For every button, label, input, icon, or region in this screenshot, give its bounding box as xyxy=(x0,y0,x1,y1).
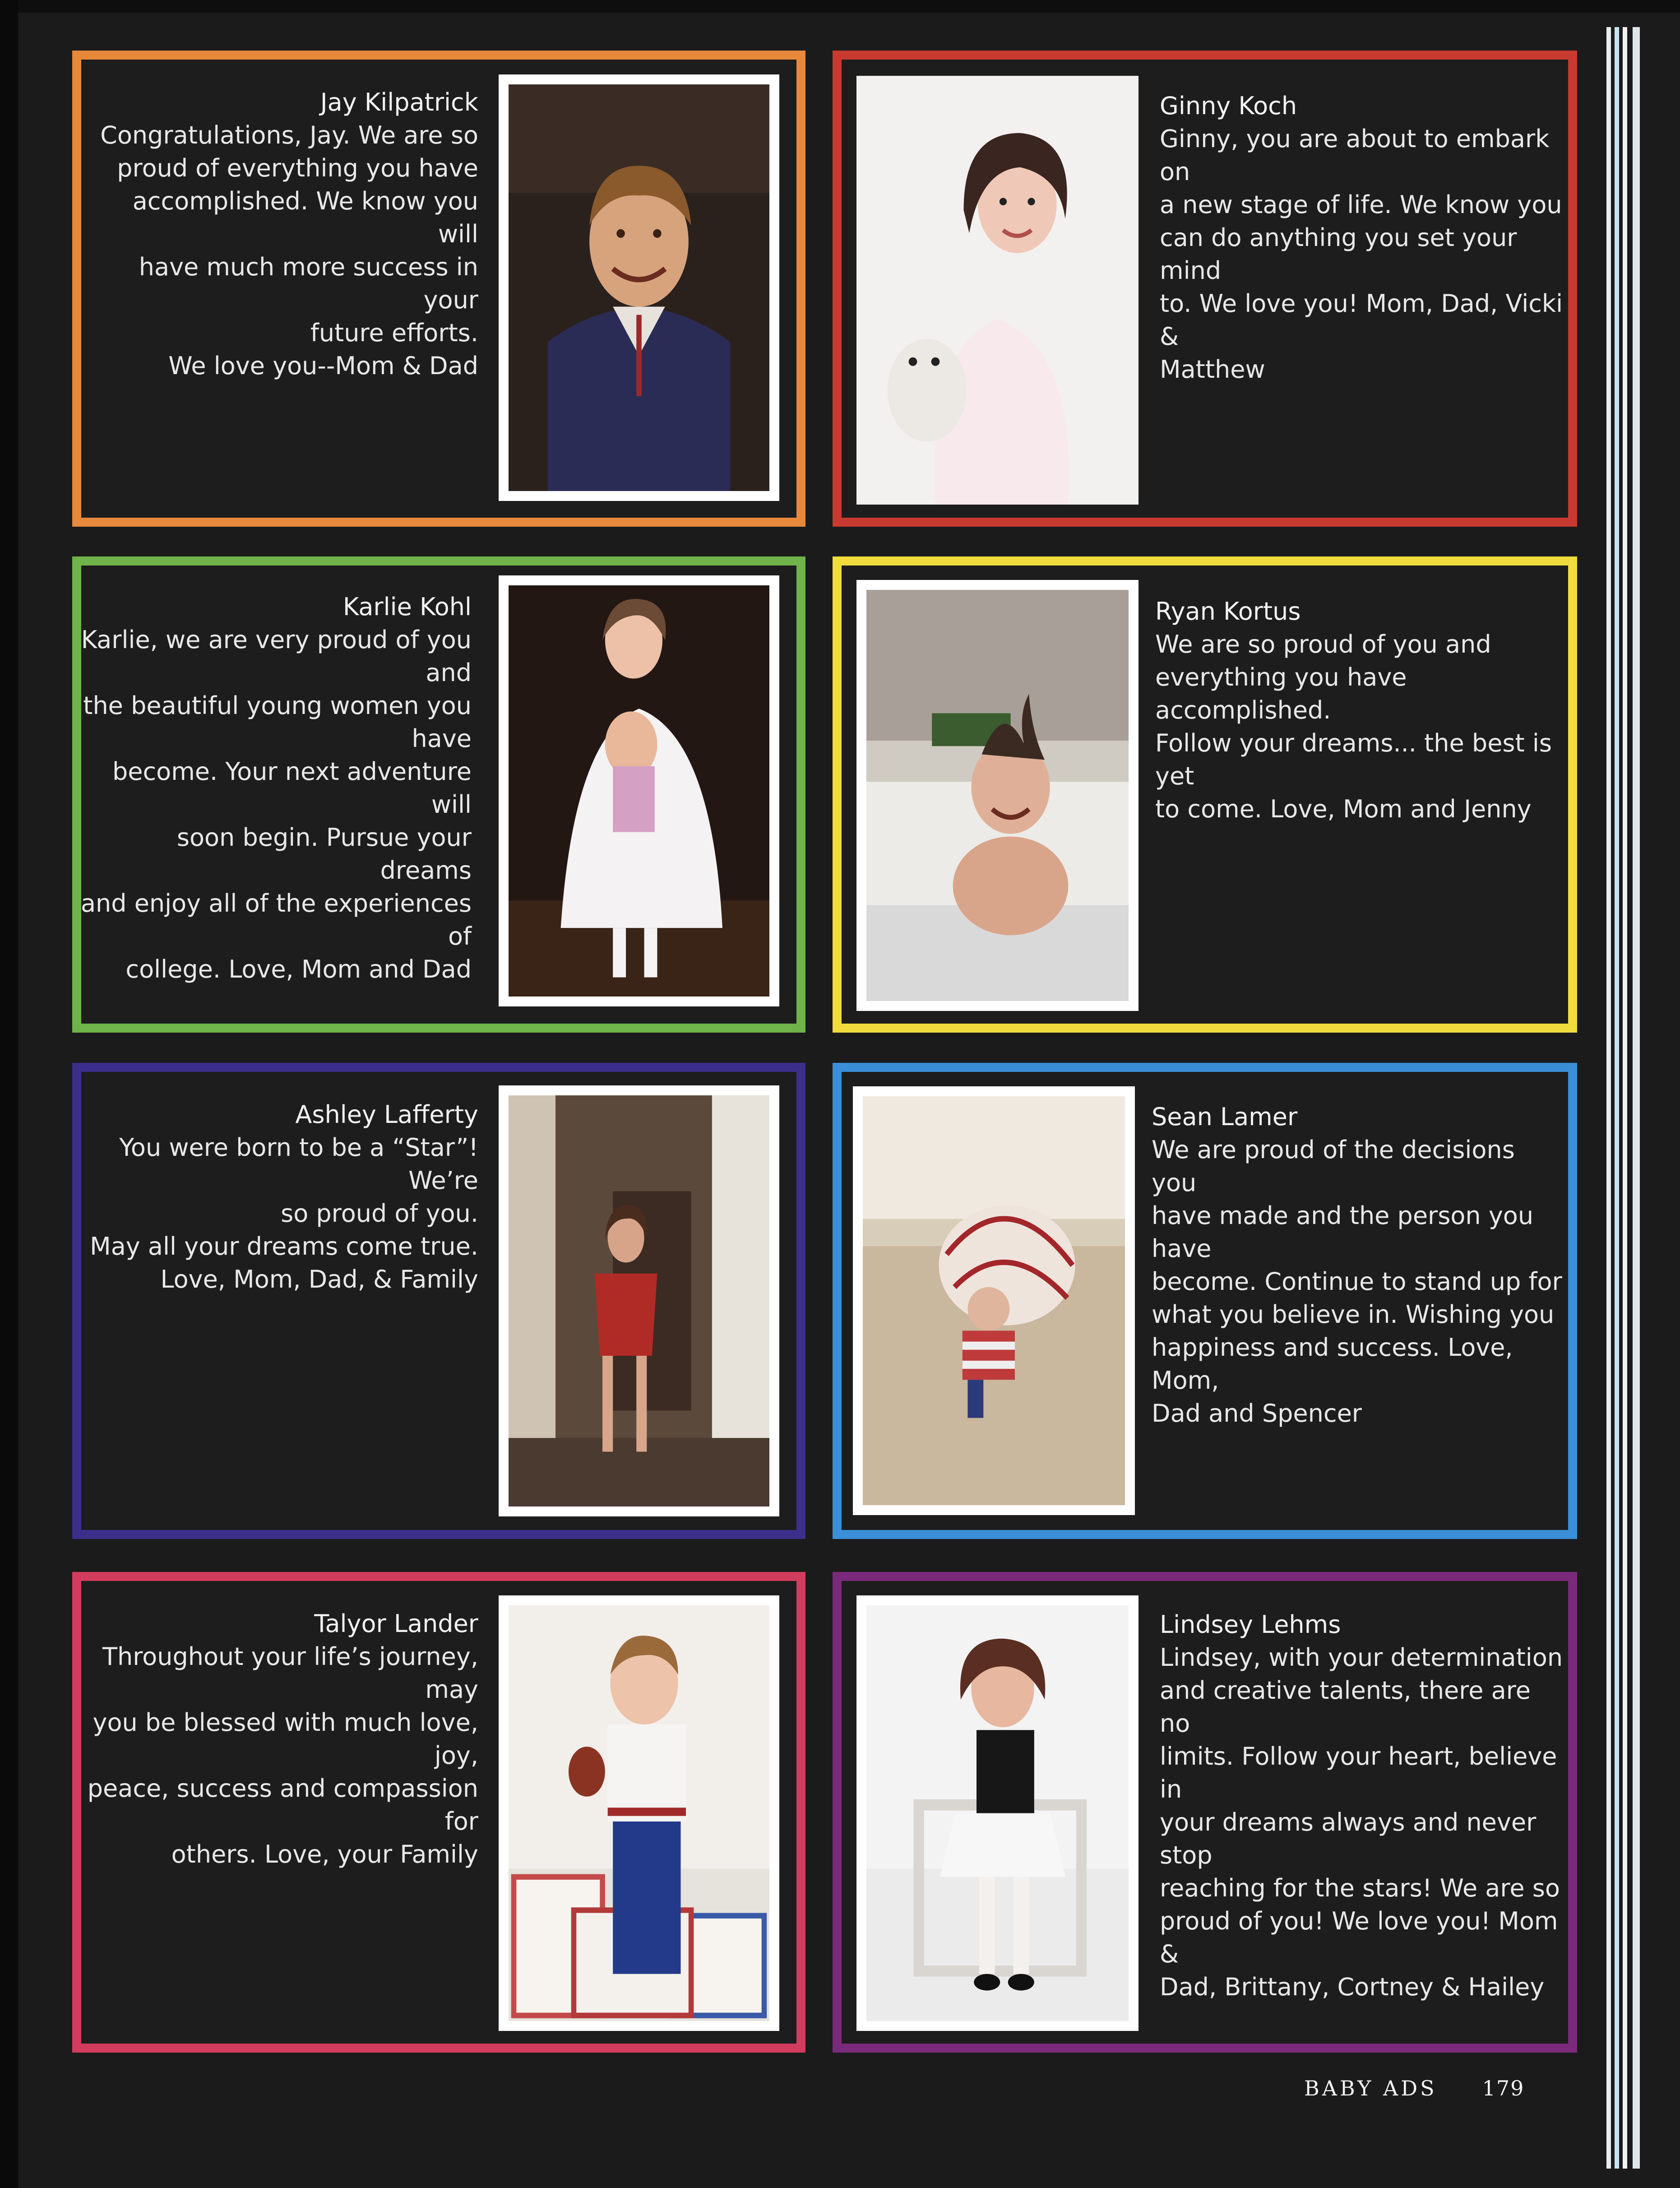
baby-photo xyxy=(856,580,1139,1011)
ad-name: Talyor Lander xyxy=(314,1609,478,1638)
ad-text xyxy=(86,1607,478,1871)
ad-text xyxy=(1152,1100,1567,1430)
ad-message: Congratulations, Jay. We are so proud of everything you have accomplished. We know you will have much more success in your future efforts. We love you--Mom & Dad xyxy=(100,121,478,380)
photo-image xyxy=(866,1605,1129,2021)
ad-message: Ginny, you are about to embark on a new stage of life. We know you can do anything you set your mind to. We love you! Mom, Dad, Vicki & Matthew xyxy=(1160,125,1563,384)
page-edge-stripe xyxy=(1623,27,1627,2169)
photo-image xyxy=(509,1605,769,2021)
ad-text xyxy=(1155,595,1561,825)
ad-text xyxy=(86,86,478,382)
ad-message: Lindsey, with your determination and creative talents, there are no limits. Follow your heart, believe in your dreams always and never stop reaching for the stars! We are so proud of you! We love you! Mom & Dad, Brittany, Cortney & Hailey xyxy=(1160,1643,1563,2001)
ad-text xyxy=(86,1098,478,1296)
ad-message: We are so proud of you and everything you have accomplished. Follow your dreams... the best is yet to come. Love, Mom and Jenny xyxy=(1155,630,1552,823)
baby-photo xyxy=(499,575,779,1006)
page-left-edge xyxy=(0,0,18,2188)
page-top-edge xyxy=(0,0,1680,13)
baby-photo xyxy=(499,1595,779,2031)
ad-text xyxy=(79,590,472,986)
page-edge-stripe xyxy=(1633,27,1640,2169)
page-footer xyxy=(1304,2076,1524,2100)
baby-photo xyxy=(499,1085,779,1516)
ad-text xyxy=(1160,1608,1566,2003)
ad-message: You were born to be a “Star”! We’re so proud of you. May all your dreams come true. Love, Mom, Dad, & Family xyxy=(90,1133,478,1293)
ad-name: Sean Lamer xyxy=(1152,1103,1298,1131)
ad-name: Karlie Kohl xyxy=(342,593,472,621)
section-label: BABY ADS xyxy=(1304,2076,1437,2100)
page-number: 179 xyxy=(1482,2076,1525,2100)
ad-name: Lindsey Lehms xyxy=(1160,1610,1341,1639)
ad-name: Ginny Koch xyxy=(1160,92,1297,120)
page-edge-stripe xyxy=(1606,27,1611,2169)
photo-image xyxy=(509,1095,769,1507)
ad-text xyxy=(1160,89,1566,386)
photo-image xyxy=(856,76,1139,505)
photo-image xyxy=(509,84,769,491)
ad-name: Ryan Kortus xyxy=(1155,597,1301,626)
baby-photo xyxy=(853,1086,1135,1515)
photo-image xyxy=(866,590,1129,1001)
ad-message: Throughout your life’s journey, may you be blessed with much love, joy, peace, success and compassion for others. Love, your Family xyxy=(87,1642,478,1868)
photo-image xyxy=(509,585,769,997)
ad-name: Ashley Lafferty xyxy=(295,1100,478,1129)
baby-photo xyxy=(856,1595,1139,2031)
photo-image xyxy=(863,1096,1125,1505)
ad-message: Karlie, we are very proud of you and the beautiful young women you have become. Your next adventure will soon begin. Pursue your dreams and enjoy all of the experiences of college. Love, Mom and Dad xyxy=(80,626,472,983)
ad-message: We are proud of the decisions you have made and the person you have become. Continue to stand up for what you believe in. Wishing you happiness and success. Love, Mom, Dad and Spencer xyxy=(1152,1136,1562,1428)
baby-photo xyxy=(856,76,1139,505)
ad-name: Jay Kilpatrick xyxy=(320,88,478,116)
page-edge-stripe xyxy=(1615,27,1619,2169)
baby-photo xyxy=(499,74,779,501)
